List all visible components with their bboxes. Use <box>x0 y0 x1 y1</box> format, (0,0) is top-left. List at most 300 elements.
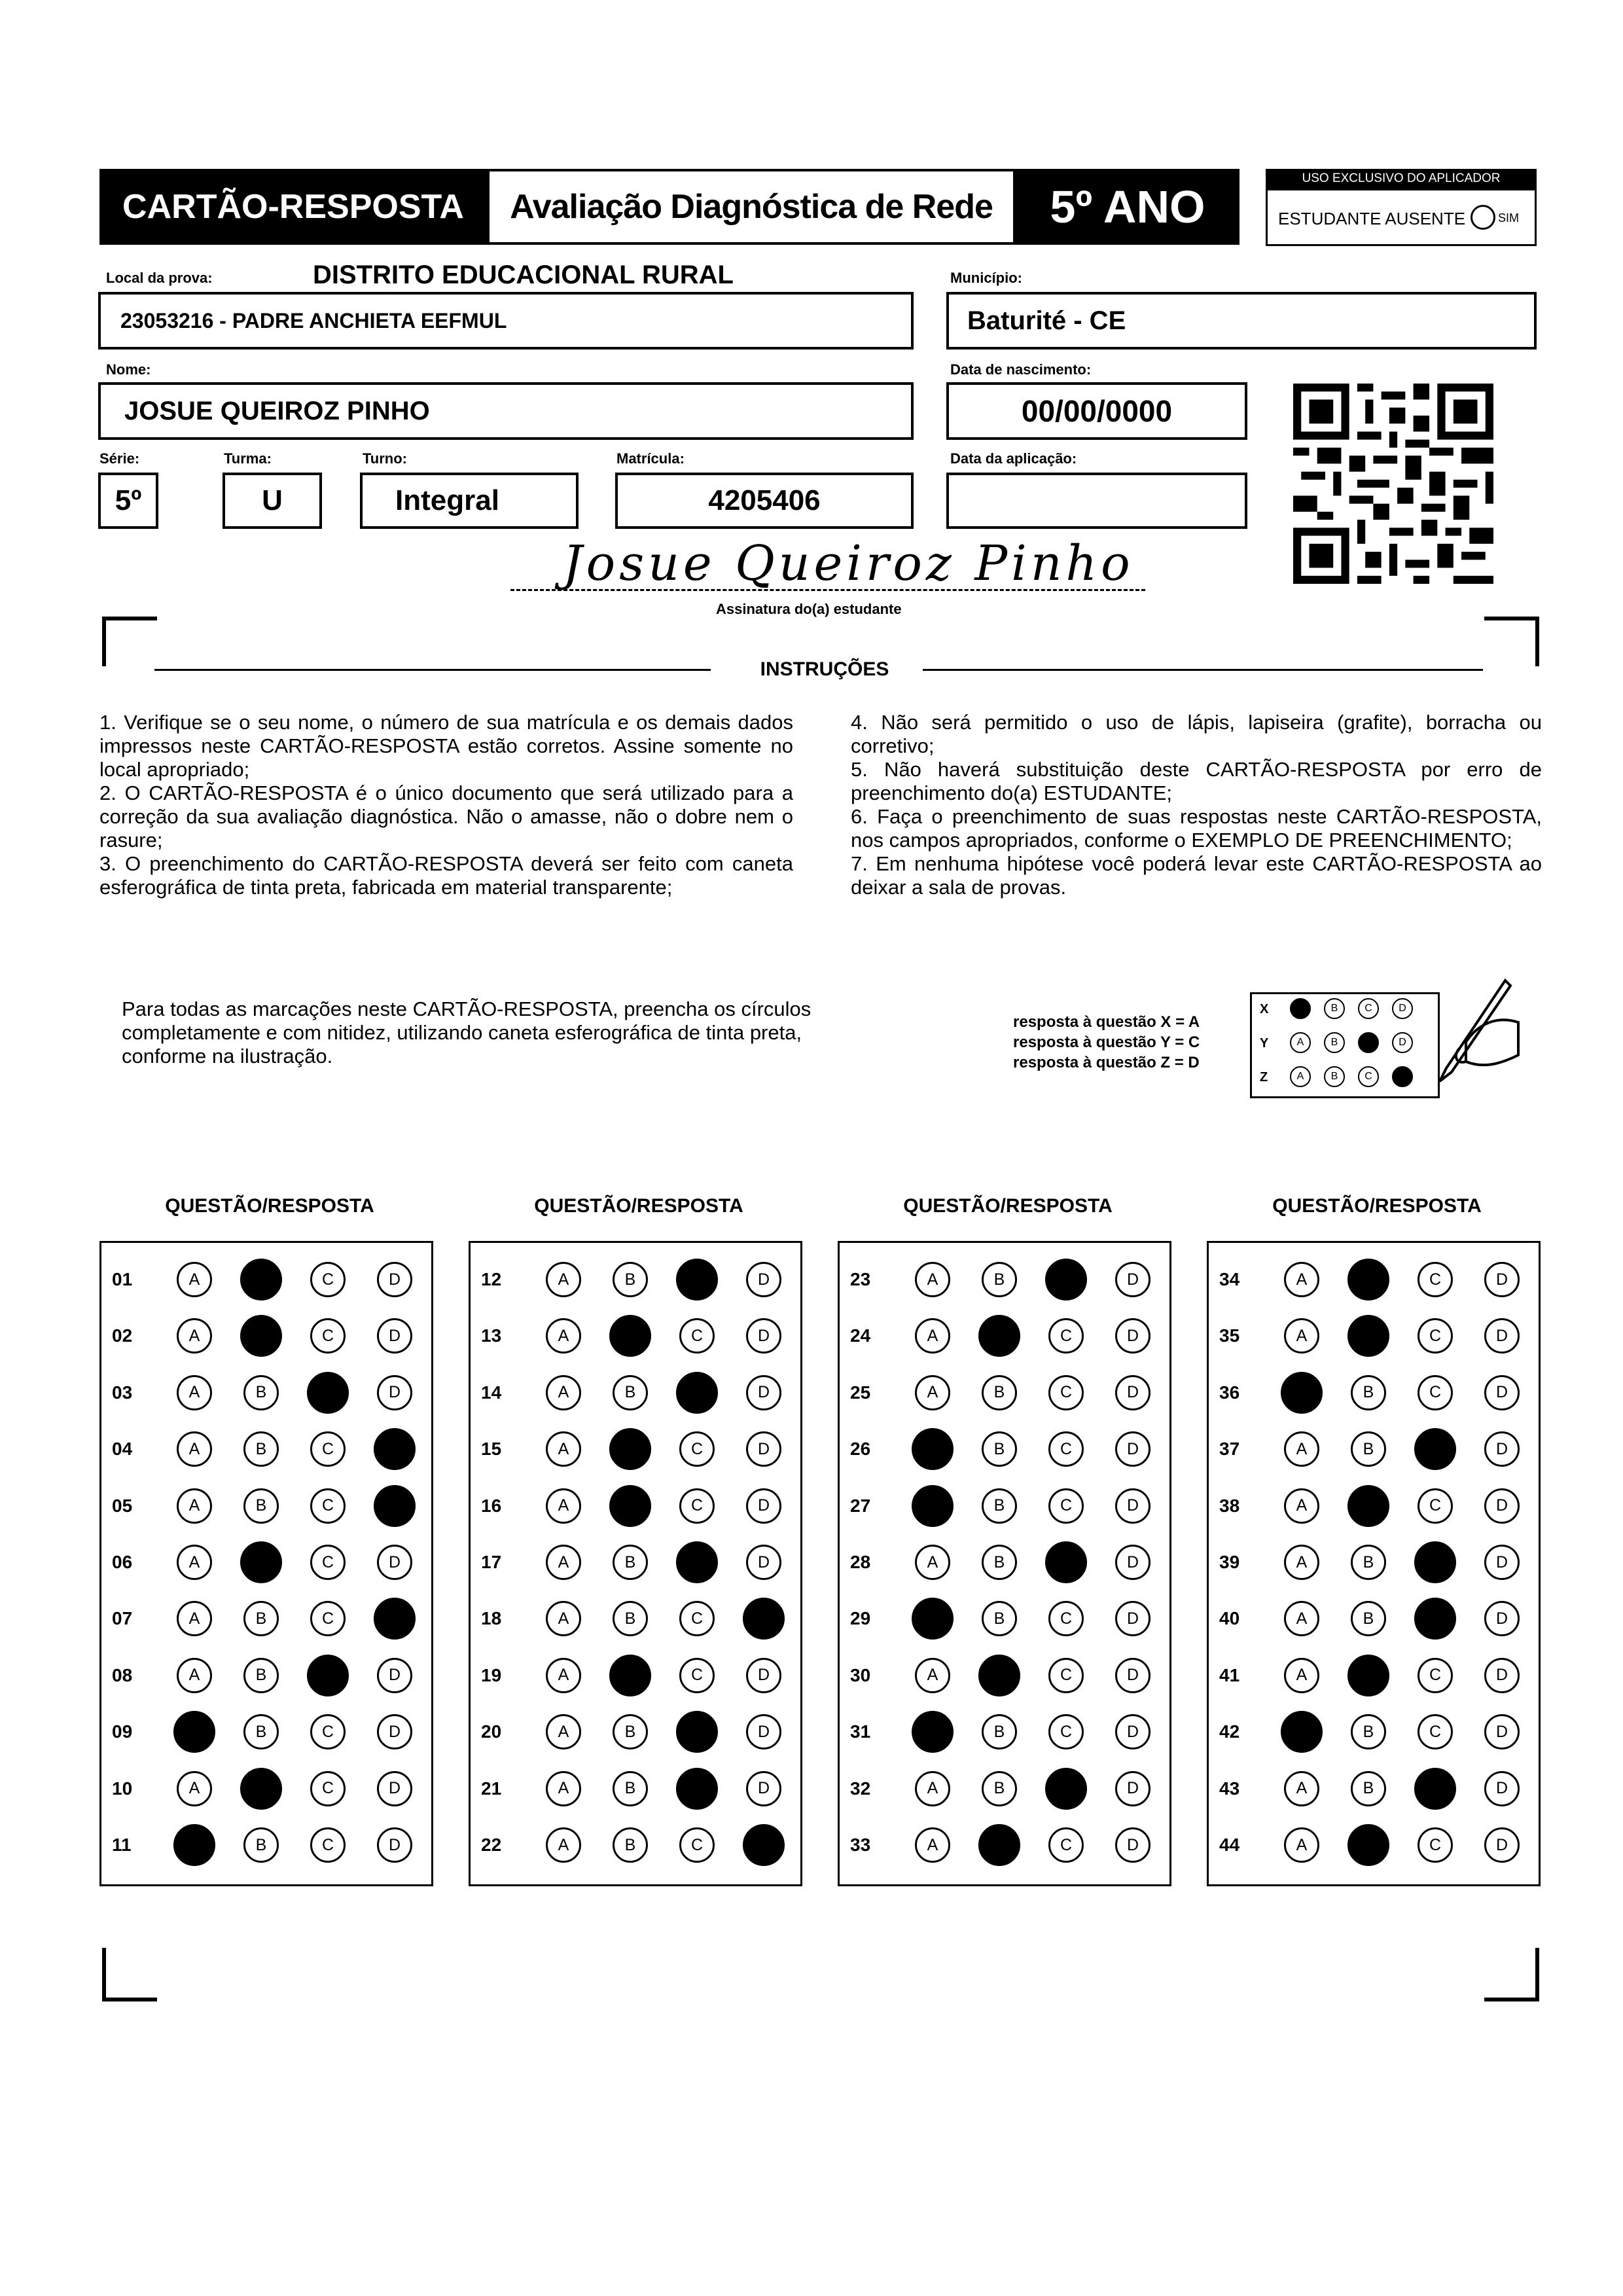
question-row <box>101 1656 431 1695</box>
question-row <box>471 1486 800 1526</box>
answer-bubble-09-a[interactable] <box>173 1711 215 1753</box>
question-number: 32 <box>850 1778 871 1799</box>
answer-bubble-15-b[interactable] <box>609 1428 651 1470</box>
instruction-4: 4. Não será permitido o uso de lápis, lapiseira (grafite), borracha ou corretivo; <box>851 711 1542 757</box>
answer-bubble-28-d[interactable]: D <box>1115 1545 1150 1580</box>
answer-bubble-15-c[interactable]: C <box>679 1431 715 1467</box>
question-row <box>840 1260 1169 1299</box>
answer-bubble-03-c[interactable] <box>307 1372 349 1414</box>
question-number: 26 <box>850 1439 871 1460</box>
question-number: 15 <box>481 1439 502 1460</box>
answer-bubble-02-c[interactable]: C <box>310 1318 346 1354</box>
answer-bubble-32-d[interactable]: D <box>1115 1771 1150 1806</box>
answer-bubble-43-b[interactable]: B <box>1351 1771 1386 1806</box>
answer-bubble-19-d[interactable]: D <box>746 1658 781 1693</box>
example-row-label: X <box>1260 1002 1269 1016</box>
question-row <box>101 1373 431 1412</box>
answer-bubble-13-b[interactable] <box>609 1315 651 1357</box>
answer-bubble-33-a[interactable]: A <box>915 1827 950 1863</box>
answer-bubble-01-c[interactable]: C <box>310 1262 346 1297</box>
answers-column-header: QUESTÃO/RESPOSTA <box>534 1195 743 1217</box>
answer-bubble-15-a[interactable]: A <box>546 1431 581 1467</box>
answer-bubble-18-a[interactable]: A <box>546 1601 581 1636</box>
answer-bubble-29-a[interactable] <box>912 1598 954 1640</box>
corner-top-left-v <box>102 617 106 666</box>
question-number: 23 <box>850 1269 871 1289</box>
answer-bubble-43-c[interactable] <box>1414 1768 1456 1810</box>
question-number: 10 <box>112 1778 133 1799</box>
answer-bubble-01-b[interactable] <box>240 1259 282 1300</box>
answer-bubble-01-a[interactable]: A <box>177 1262 212 1297</box>
example-bubble-y-a: A <box>1290 1032 1311 1053</box>
answer-bubble-18-b[interactable]: B <box>613 1601 648 1636</box>
question-row <box>840 1599 1169 1638</box>
matricula-label: Matrícula: <box>616 450 685 467</box>
question-row <box>471 1543 800 1582</box>
question-row <box>1209 1316 1539 1355</box>
answer-bubble-39-a[interactable]: A <box>1284 1545 1319 1580</box>
question-row <box>840 1316 1169 1355</box>
answer-bubble-08-a[interactable]: A <box>177 1658 212 1693</box>
answer-bubble-22-c[interactable]: C <box>679 1827 715 1863</box>
answer-bubble-28-a[interactable]: A <box>915 1545 950 1580</box>
card-title: CARTÃO-RESPOSTA <box>99 169 487 245</box>
question-number: 42 <box>1219 1721 1240 1742</box>
question-row <box>1209 1373 1539 1412</box>
nome-label: Nome: <box>106 361 151 378</box>
answer-bubble-35-d[interactable]: D <box>1484 1318 1520 1354</box>
answer-bubble-12-c[interactable] <box>676 1259 718 1300</box>
answer-bubble-18-d[interactable] <box>743 1598 785 1640</box>
answer-bubble-40-c[interactable] <box>1414 1598 1456 1640</box>
question-number: 08 <box>112 1664 133 1685</box>
turno-field <box>360 473 579 529</box>
answer-bubble-31-d[interactable]: D <box>1115 1714 1150 1749</box>
question-row <box>1209 1712 1539 1751</box>
answer-bubble-33-b[interactable] <box>978 1824 1020 1866</box>
answer-bubble-40-d[interactable]: D <box>1484 1601 1520 1636</box>
answer-bubble-13-d[interactable]: D <box>746 1318 781 1354</box>
answer-bubble-35-b[interactable] <box>1347 1315 1389 1357</box>
answer-bubble-14-b[interactable]: B <box>613 1375 648 1410</box>
absent-option: SIM <box>1498 211 1520 224</box>
signature-line <box>510 589 1145 591</box>
question-row <box>840 1769 1169 1808</box>
question-row <box>1209 1429 1539 1469</box>
answer-bubble-26-a[interactable] <box>912 1428 954 1470</box>
answer-bubble-39-b[interactable]: B <box>1351 1545 1386 1580</box>
question-row <box>1209 1260 1539 1299</box>
answer-bubble-11-c[interactable]: C <box>310 1827 346 1863</box>
answer-bubble-21-a[interactable]: A <box>546 1771 581 1806</box>
answer-bubble-04-c[interactable]: C <box>310 1431 346 1467</box>
answer-bubble-30-b[interactable] <box>978 1655 1020 1696</box>
answer-bubble-38-c[interactable]: C <box>1418 1488 1453 1524</box>
answer-bubble-23-b[interactable]: B <box>982 1262 1017 1297</box>
answer-bubble-17-a[interactable]: A <box>546 1545 581 1580</box>
instruction-2: 2. O CARTÃO-RESPOSTA é o único documento que será utilizado para a correção da sua avaliação diagnóstica. Não o amasse, não o dobre nem o rasure; <box>99 781 793 852</box>
answer-bubble-10-b[interactable] <box>240 1768 282 1810</box>
answer-bubble-25-b[interactable]: B <box>982 1375 1017 1410</box>
nome-value: JOSUE QUEIROZ PINHO <box>124 396 430 425</box>
answer-bubble-23-c[interactable] <box>1045 1259 1087 1300</box>
answer-bubble-02-d[interactable]: D <box>377 1318 412 1354</box>
answer-bubble-30-a[interactable]: A <box>915 1658 950 1693</box>
answer-bubble-04-b[interactable]: B <box>243 1431 279 1467</box>
example-text: Para todas as marcações neste CARTÃO-RESPOSTA, preencha os círculos completamente e com nitidez, utilizando caneta esferográfica de tinta preta, conforme na ilustração. <box>122 997 812 1067</box>
answer-bubble-21-d[interactable]: D <box>746 1771 781 1806</box>
question-row <box>101 1260 431 1299</box>
example-legend-y: resposta à questão Y = C <box>1013 1033 1200 1051</box>
answer-bubble-05-d[interactable] <box>374 1485 416 1527</box>
question-row <box>101 1825 431 1865</box>
answer-bubble-33-d[interactable]: D <box>1115 1827 1150 1863</box>
corner-bottom-left <box>102 1998 157 2001</box>
answer-bubble-27-b[interactable]: B <box>982 1488 1017 1524</box>
answer-bubble-33-c[interactable]: C <box>1048 1827 1084 1863</box>
example-row-label: Y <box>1260 1036 1269 1050</box>
answer-bubble-34-a[interactable]: A <box>1284 1262 1319 1297</box>
answer-bubble-25-a[interactable]: A <box>915 1375 950 1410</box>
question-number: 39 <box>1219 1552 1240 1572</box>
answer-bubble-27-d[interactable]: D <box>1115 1488 1150 1524</box>
question-number: 01 <box>112 1269 133 1289</box>
answer-bubble-02-a[interactable]: A <box>177 1318 212 1354</box>
example-bubble-x-d: D <box>1392 998 1413 1019</box>
answer-bubble-05-b[interactable]: B <box>243 1488 279 1524</box>
question-number: 24 <box>850 1325 871 1346</box>
answer-bubble-43-a[interactable]: A <box>1284 1771 1319 1806</box>
question-number: 02 <box>112 1325 133 1346</box>
answer-bubble-29-c[interactable]: C <box>1048 1601 1084 1636</box>
question-row <box>840 1543 1169 1582</box>
answer-bubble-20-d[interactable]: D <box>746 1714 781 1749</box>
answer-bubble-28-b[interactable]: B <box>982 1545 1017 1580</box>
serie-label: Série: <box>99 450 140 467</box>
answer-bubble-23-d[interactable]: D <box>1115 1262 1150 1297</box>
question-row <box>840 1656 1169 1695</box>
serie-value: 5º <box>115 484 142 516</box>
instruction-6: 6. Faça o preenchimento de suas respostas neste CARTÃO-RESPOSTA, nos campos apropriados, conforme o EXEMPLO DE PREENCHIMENTO; <box>851 805 1542 852</box>
answer-bubble-34-b[interactable] <box>1347 1259 1389 1300</box>
answer-bubble-39-c[interactable] <box>1414 1541 1456 1583</box>
answer-bubble-19-c[interactable]: C <box>679 1658 715 1693</box>
answer-bubble-36-b[interactable]: B <box>1351 1375 1386 1410</box>
municipio-field <box>946 292 1537 350</box>
grade-badge: 5º ANO <box>1016 169 1240 245</box>
answer-bubble-36-c[interactable]: C <box>1418 1375 1453 1410</box>
question-number: 44 <box>1219 1835 1240 1855</box>
answer-bubble-32-b[interactable]: B <box>982 1771 1017 1806</box>
answer-bubble-07-a[interactable]: A <box>177 1601 212 1636</box>
answer-bubble-08-b[interactable]: B <box>243 1658 279 1693</box>
answer-bubble-05-c[interactable]: C <box>310 1488 346 1524</box>
applicator-label: USO EXCLUSIVO DO APLICADOR <box>1266 169 1537 188</box>
answer-bubble-42-c[interactable]: C <box>1418 1714 1453 1749</box>
municipio-value: Baturité - CE <box>967 306 1126 335</box>
question-number: 13 <box>481 1325 502 1346</box>
question-row <box>840 1373 1169 1412</box>
answer-bubble-34-c[interactable]: C <box>1418 1262 1453 1297</box>
municipio-label: Município: <box>950 270 1022 286</box>
answers-column-header: QUESTÃO/RESPOSTA <box>165 1195 374 1217</box>
question-row <box>840 1429 1169 1469</box>
answer-bubble-43-d[interactable]: D <box>1484 1771 1520 1806</box>
question-number: 07 <box>112 1608 133 1629</box>
question-row <box>471 1769 800 1808</box>
answer-bubble-09-c[interactable]: C <box>310 1714 346 1749</box>
question-row <box>471 1373 800 1412</box>
answer-bubble-07-c[interactable]: C <box>310 1601 346 1636</box>
answers-panel <box>469 1241 802 1886</box>
answer-bubble-37-c[interactable] <box>1414 1428 1456 1470</box>
local-label: Local da prova: <box>106 270 213 286</box>
answer-bubble-29-b[interactable]: B <box>982 1601 1017 1636</box>
answer-bubble-04-d[interactable] <box>374 1428 416 1470</box>
answer-bubble-16-c[interactable]: C <box>679 1488 715 1524</box>
answer-bubble-26-b[interactable]: B <box>982 1431 1017 1467</box>
aplicacao-field[interactable] <box>946 473 1247 529</box>
example-bubble-z-c: C <box>1358 1066 1379 1087</box>
answer-bubble-15-d[interactable]: D <box>746 1431 781 1467</box>
answer-bubble-37-b[interactable]: B <box>1351 1431 1386 1467</box>
question-row <box>471 1260 800 1299</box>
answer-bubble-06-b[interactable] <box>240 1541 282 1583</box>
answer-bubble-01-d[interactable]: D <box>377 1262 412 1297</box>
example-bubble-x-c: C <box>1358 998 1379 1019</box>
answer-bubble-25-c[interactable]: C <box>1048 1375 1084 1410</box>
answer-bubble-38-d[interactable]: D <box>1484 1488 1520 1524</box>
answer-bubble-10-c[interactable]: C <box>310 1771 346 1806</box>
answer-bubble-41-c[interactable]: C <box>1418 1658 1453 1693</box>
turma-field <box>223 473 322 529</box>
answer-bubble-05-a[interactable]: A <box>177 1488 212 1524</box>
answer-bubble-37-a[interactable]: A <box>1284 1431 1319 1467</box>
answer-bubble-11-b[interactable]: B <box>243 1827 279 1863</box>
answer-bubble-07-b[interactable]: B <box>243 1601 279 1636</box>
turma-value: U <box>262 484 283 516</box>
example-bubble-x-a <box>1290 998 1311 1019</box>
instruction-3: 3. O preenchimento do CARTÃO-RESPOSTA deverá ser feito com caneta esferográfica de tinta preta, fabricada em material transparente; <box>99 852 793 899</box>
answer-bubble-11-d[interactable]: D <box>377 1827 412 1863</box>
answer-bubble-26-c[interactable]: C <box>1048 1431 1084 1467</box>
answer-bubble-09-b[interactable]: B <box>243 1714 279 1749</box>
answer-bubble-36-d[interactable]: D <box>1484 1375 1520 1410</box>
question-number: 19 <box>481 1664 502 1685</box>
answer-bubble-12-a[interactable]: A <box>546 1262 581 1297</box>
absent-checkbox[interactable] <box>1471 205 1495 230</box>
corner-bottom-left-v <box>102 1948 106 2001</box>
exam-title: Avaliação Diagnóstica de Rede <box>487 169 1016 245</box>
answer-bubble-03-b[interactable]: B <box>243 1375 279 1410</box>
answer-bubble-23-a[interactable]: A <box>915 1262 950 1297</box>
answer-bubble-38-a[interactable]: A <box>1284 1488 1319 1524</box>
school-value: 23053216 - PADRE ANCHIETA EEFMUL <box>120 308 507 332</box>
question-number: 38 <box>1219 1495 1240 1516</box>
answer-bubble-39-d[interactable]: D <box>1484 1545 1520 1580</box>
answer-bubble-21-b[interactable]: B <box>613 1771 648 1806</box>
example-legend <box>1013 1012 1200 1073</box>
answer-bubble-11-a[interactable] <box>173 1824 215 1866</box>
answers-panel <box>1207 1241 1541 1886</box>
answer-bubble-30-d[interactable]: D <box>1115 1658 1150 1693</box>
question-row <box>1209 1656 1539 1695</box>
answer-bubble-41-b[interactable] <box>1347 1655 1389 1696</box>
answer-bubble-21-c[interactable] <box>676 1768 718 1810</box>
question-number: 35 <box>1219 1325 1240 1346</box>
answer-bubble-41-d[interactable]: D <box>1484 1658 1520 1693</box>
signature-label: Assinatura do(a) estudante <box>716 601 902 617</box>
answer-bubble-44-b[interactable] <box>1347 1824 1389 1866</box>
question-number: 43 <box>1219 1778 1240 1799</box>
answer-bubble-13-c[interactable]: C <box>679 1318 715 1354</box>
instructions-title: INSTRUÇÕES <box>760 658 889 680</box>
answer-bubble-14-d[interactable]: D <box>746 1375 781 1410</box>
example-legend-z: resposta à questão Z = D <box>1013 1054 1200 1071</box>
serie-field <box>98 473 158 529</box>
answer-bubble-03-d[interactable]: D <box>377 1375 412 1410</box>
local-value: DISTRITO EDUCACIONAL RURAL <box>313 260 734 289</box>
answer-bubble-02-b[interactable] <box>240 1315 282 1357</box>
answer-bubble-22-b[interactable]: B <box>613 1827 648 1863</box>
matricula-value: 4205406 <box>708 484 821 516</box>
answer-bubble-24-a[interactable]: A <box>915 1318 950 1354</box>
absent-box <box>1266 188 1537 246</box>
turno-label: Turno: <box>363 450 408 467</box>
answer-bubble-04-a[interactable]: A <box>177 1431 212 1467</box>
example-bubble-z-d <box>1392 1066 1413 1087</box>
answer-bubble-40-a[interactable]: A <box>1284 1601 1319 1636</box>
answer-bubble-12-b[interactable]: B <box>613 1262 648 1297</box>
answer-bubble-16-a[interactable]: A <box>546 1488 581 1524</box>
answer-bubble-06-a[interactable]: A <box>177 1545 212 1580</box>
example-bubble-y-c <box>1358 1032 1379 1053</box>
answer-bubble-07-d[interactable] <box>374 1598 416 1640</box>
answer-bubble-27-a[interactable] <box>912 1485 954 1527</box>
answer-bubble-16-d[interactable]: D <box>746 1488 781 1524</box>
answer-bubble-36-a[interactable] <box>1281 1372 1323 1414</box>
answer-bubble-18-c[interactable]: C <box>679 1601 715 1636</box>
answer-bubble-12-d[interactable]: D <box>746 1262 781 1297</box>
answer-bubble-17-d[interactable]: D <box>746 1545 781 1580</box>
answer-bubble-42-b[interactable]: B <box>1351 1714 1386 1749</box>
question-number: 33 <box>850 1835 871 1855</box>
answer-bubble-31-c[interactable]: C <box>1048 1714 1084 1749</box>
answer-bubble-40-b[interactable]: B <box>1351 1601 1386 1636</box>
example-legend-x: resposta à questão X = A <box>1013 1013 1200 1031</box>
answer-bubble-37-d[interactable]: D <box>1484 1431 1520 1467</box>
answer-bubble-24-d[interactable]: D <box>1115 1318 1150 1354</box>
answer-bubble-10-d[interactable]: D <box>377 1771 412 1806</box>
answer-bubble-22-a[interactable]: A <box>546 1827 581 1863</box>
answer-bubble-17-c[interactable] <box>676 1541 718 1583</box>
example-bubble-z-a: A <box>1290 1066 1311 1087</box>
example-bubble-y-d: D <box>1392 1032 1413 1053</box>
answer-bubble-29-d[interactable]: D <box>1115 1601 1150 1636</box>
answer-bubble-10-a[interactable]: A <box>177 1771 212 1806</box>
answer-bubble-24-c[interactable]: C <box>1048 1318 1084 1354</box>
answer-bubble-20-c[interactable] <box>676 1711 718 1753</box>
question-number: 37 <box>1219 1439 1240 1460</box>
answer-bubble-13-a[interactable]: A <box>546 1318 581 1354</box>
matricula-field <box>615 473 914 529</box>
question-number: 21 <box>481 1778 502 1799</box>
answer-bubble-44-c[interactable]: C <box>1418 1827 1453 1863</box>
answer-bubble-24-b[interactable] <box>978 1315 1020 1357</box>
answer-bubble-06-c[interactable]: C <box>310 1545 346 1580</box>
question-row <box>101 1316 431 1355</box>
question-row <box>471 1712 800 1751</box>
instruction-1: 1. Verifique se o seu nome, o número de sua matrícula e os demais dados impressos neste CARTÃO-RESPOSTA estão corretos. Assine somente no local apropriado; <box>99 711 793 781</box>
question-row <box>1209 1825 1539 1865</box>
question-number: 31 <box>850 1721 871 1742</box>
nome-field <box>98 382 914 440</box>
question-row <box>471 1656 800 1695</box>
answer-bubble-31-b[interactable]: B <box>982 1714 1017 1749</box>
answer-bubble-26-d[interactable]: D <box>1115 1431 1150 1467</box>
answer-bubble-09-d[interactable]: D <box>377 1714 412 1749</box>
answer-bubble-03-a[interactable]: A <box>177 1375 212 1410</box>
question-row <box>471 1429 800 1469</box>
answer-bubble-20-b[interactable]: B <box>613 1714 648 1749</box>
answer-bubble-17-b[interactable]: B <box>613 1545 648 1580</box>
answer-bubble-42-d[interactable]: D <box>1484 1714 1520 1749</box>
answer-bubble-35-c[interactable]: C <box>1418 1318 1453 1354</box>
answer-bubble-14-a[interactable]: A <box>546 1375 581 1410</box>
answer-bubble-44-d[interactable]: D <box>1484 1827 1520 1863</box>
answer-bubble-30-c[interactable]: C <box>1048 1658 1084 1693</box>
turno-value: Integral <box>395 484 499 516</box>
answer-bubble-06-d[interactable]: D <box>377 1545 412 1580</box>
example-bubble-x-b: B <box>1324 998 1345 1019</box>
answer-bubble-08-d[interactable]: D <box>377 1658 412 1693</box>
answer-bubble-41-a[interactable]: A <box>1284 1658 1319 1693</box>
question-number: 04 <box>112 1439 133 1460</box>
question-number: 25 <box>850 1382 871 1403</box>
answer-bubble-32-c[interactable] <box>1045 1768 1087 1810</box>
answer-bubble-35-a[interactable]: A <box>1284 1318 1319 1354</box>
question-number: 28 <box>850 1552 871 1572</box>
answer-bubble-27-c[interactable]: C <box>1048 1488 1084 1524</box>
answer-bubble-28-c[interactable] <box>1045 1541 1087 1583</box>
answer-bubble-34-d[interactable]: D <box>1484 1262 1520 1297</box>
signature: Josue Queiroz Pinho <box>563 535 1134 592</box>
answer-bubble-19-b[interactable] <box>609 1655 651 1696</box>
instructions-left <box>99 711 793 899</box>
question-number: 17 <box>481 1552 502 1572</box>
answer-bubble-20-a[interactable]: A <box>546 1714 581 1749</box>
answer-bubble-22-d[interactable] <box>743 1824 785 1866</box>
answer-bubble-25-d[interactable]: D <box>1115 1375 1150 1410</box>
question-row <box>101 1486 431 1526</box>
answer-bubble-19-a[interactable]: A <box>546 1658 581 1693</box>
answer-bubble-32-a[interactable]: A <box>915 1771 950 1806</box>
question-number: 14 <box>481 1382 502 1403</box>
answer-bubble-42-a[interactable] <box>1281 1711 1323 1753</box>
corner-top-right-v <box>1535 617 1539 666</box>
answer-bubble-08-c[interactable] <box>307 1655 349 1696</box>
answer-bubble-31-a[interactable] <box>912 1711 954 1753</box>
answer-bubble-44-a[interactable]: A <box>1284 1827 1319 1863</box>
answer-bubble-14-c[interactable] <box>676 1372 718 1414</box>
question-number: 41 <box>1219 1664 1240 1685</box>
corner-bottom-right-v <box>1535 1948 1539 2001</box>
answer-bubble-38-b[interactable] <box>1347 1485 1389 1527</box>
question-number: 06 <box>112 1552 133 1572</box>
question-number: 30 <box>850 1664 871 1685</box>
nascimento-field <box>946 382 1247 440</box>
answer-bubble-16-b[interactable] <box>609 1485 651 1527</box>
